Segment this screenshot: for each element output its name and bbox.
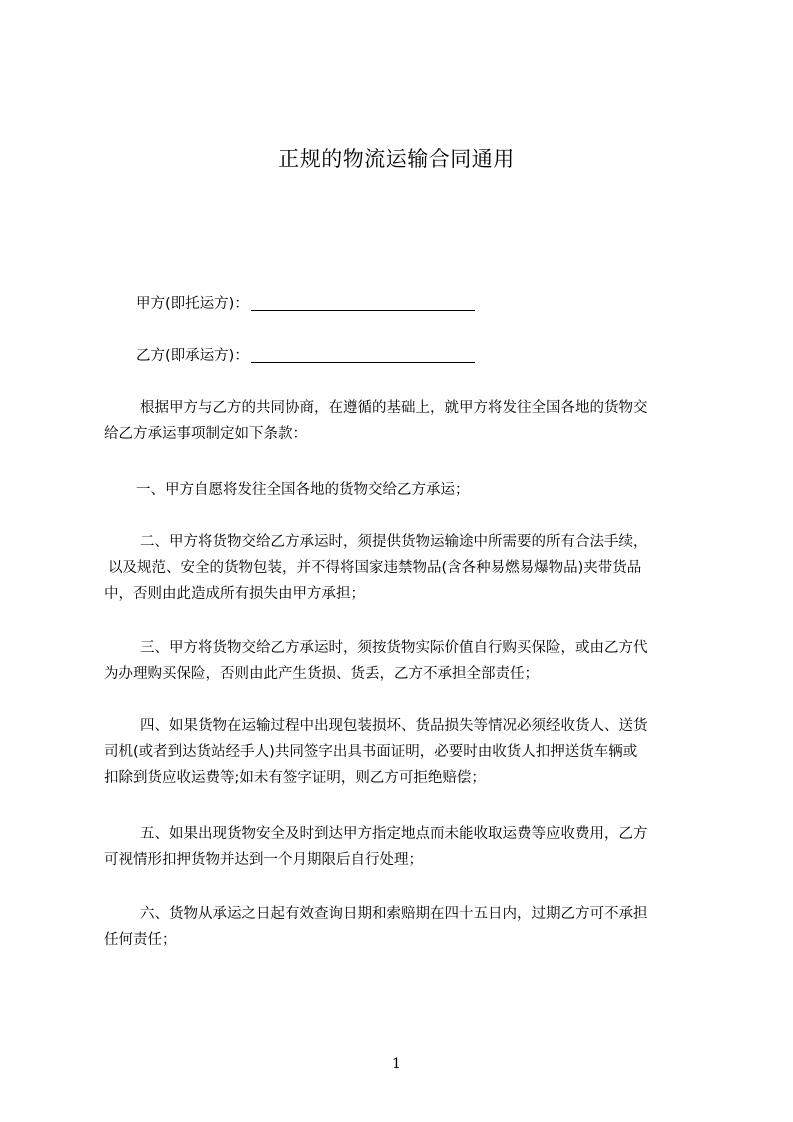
document-title: 正规的物流运输合同通用 bbox=[278, 147, 515, 171]
party-a-line bbox=[136, 292, 475, 313]
clause-line: 为办理购买保险，否则由此产生货损、货丢，乙方不承担全部责任； bbox=[104, 666, 539, 682]
clause-line: 二、甲方将货物交给乙方承运时，须提供货物运输途中所需要的所有合法手续， bbox=[140, 534, 648, 550]
clause-line: 可视情形扣押货物并达到一个月期限后自行处理； bbox=[104, 852, 423, 868]
clause-line: 一、甲方自愿将发往全国各地的货物交给乙方承运； bbox=[136, 482, 470, 498]
clause-1 bbox=[104, 477, 701, 503]
page-number: 1 bbox=[392, 1056, 401, 1072]
clause-line: 司机(或者到达货站经手人)共同签字出具书面证明，必要时由收货人扣押送货车辆或 bbox=[104, 744, 638, 760]
party-a-label: 甲方(即托运方)： bbox=[136, 296, 249, 312]
clause-line: 四、如果货物在运输过程中出现包装损坏、货品损失等情况必须经收货人、送货 bbox=[140, 718, 648, 734]
clause-line: 扣除到货应收运费等;如未有签字证明，则乙方可拒绝赔偿； bbox=[104, 770, 486, 786]
party-b-label: 乙方(即承运方)： bbox=[136, 348, 249, 364]
clause-line: 以及规范、安全的货物包装，并不得将国家违禁物品(含各种易燃易爆物品)夹带货品 bbox=[108, 560, 642, 576]
party-a-blank bbox=[251, 296, 475, 311]
clause-5 bbox=[104, 821, 701, 873]
clause-line: 六、货物从承运之日起有效查询日期和索赔期在四十五日内，过期乙方可不承担 bbox=[140, 906, 648, 922]
clause-line: 任何责任； bbox=[104, 932, 177, 948]
party-b-blank bbox=[251, 348, 475, 363]
clause-4 bbox=[104, 713, 701, 791]
party-b-line bbox=[136, 344, 475, 365]
intro-paragraph bbox=[104, 395, 701, 447]
clause-line: 中，否则由此造成所有损失由甲方承担； bbox=[104, 586, 365, 602]
intro-line: 根据甲方与乙方的共同协商，在遵循的基础上，就甲方将发往全国各地的货物交 bbox=[140, 400, 648, 416]
clause-6 bbox=[104, 901, 701, 953]
clause-line: 三、甲方将货物交给乙方承运时，须按货物实际价值自行购买保险，或由乙方代 bbox=[140, 640, 648, 656]
intro-line: 给乙方承运事项制定如下条款： bbox=[104, 426, 307, 442]
clause-line: 五、如果出现货物安全及时到达甲方指定地点而未能收取运费等应收费用，乙方 bbox=[140, 826, 648, 842]
clause-2 bbox=[104, 529, 701, 607]
clause-3 bbox=[104, 635, 701, 687]
